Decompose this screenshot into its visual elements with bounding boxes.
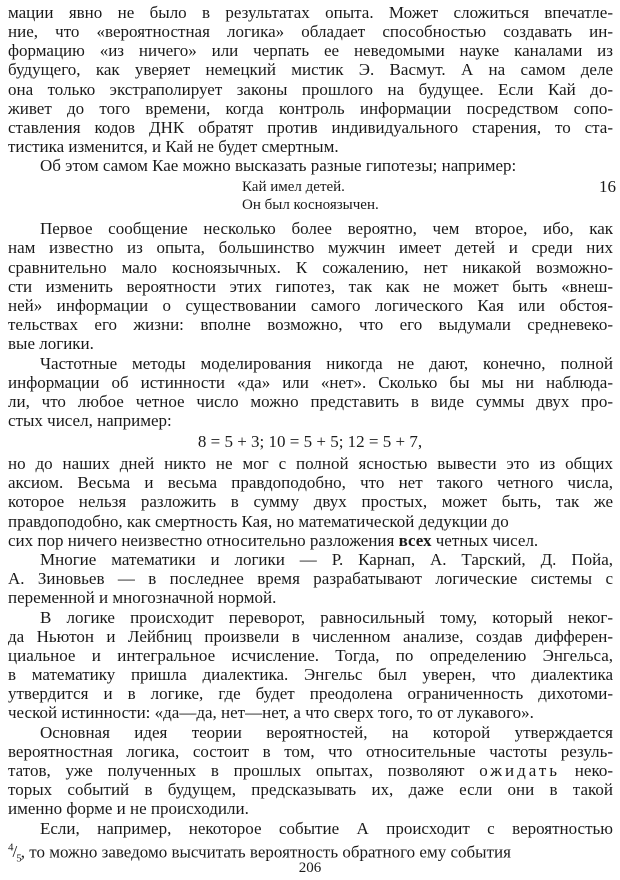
text-fragment: четных чисел.	[431, 530, 539, 550]
text-line: сти изменить вероятности этих гипотез, так как не может быть «внеш-	[8, 276, 613, 296]
text-line: Частотные методы моделирования никогда не дают, конечно, полной	[40, 353, 613, 373]
text-fragment: неко-	[560, 761, 613, 781]
text-line: Об этом самом Кае можно высказать разные гипотезы; например:	[40, 156, 517, 176]
hypothesis-line: Он был косноязычен.	[242, 196, 379, 213]
text-line: ческой истинности: «да—да, нет—нет, а что сверх того, то от лукавого».	[8, 703, 534, 723]
text-fragment: сих пор ничего неизвестно относительно разложения	[8, 530, 399, 550]
text-line: Если, например, некоторое событие А происходит с вероятностью	[40, 818, 613, 838]
text-line: информации об истинности «да» или «нет». Сколько бы мы ни наблюда-	[8, 372, 613, 392]
text-line: вероятностная логика, состоит в том, что относительные частоты резуль-	[8, 741, 613, 761]
text-line: будущего, как уверяет немецкий мистик Э. Васмут. А на самом деле	[8, 60, 613, 80]
text-line: циальное и интегральное исчисление. Тогда, по определению Энгельса,	[8, 645, 613, 665]
text-line: тельствах его жизни: вполне возможно, что его выдумали средневеко-	[8, 315, 613, 335]
text-line: вые логики.	[8, 334, 94, 354]
text-line	[8, 837, 613, 865]
fraction: $^4/_5$	[8, 841, 21, 865]
text-line: правдоподобно, как смертность Кая, но математической дедукции до	[8, 511, 509, 531]
hypothesis-number: 16	[599, 177, 616, 197]
text-line: ли, что любое четное число можно представить в виде суммы двух про-	[8, 391, 613, 411]
text-line: живет до того времени, когда контроль информации посредством сопо-	[8, 98, 613, 118]
text-line: сравнительно мало косноязычных. К сожалению, нет никакой возможно-	[8, 257, 613, 277]
text-line: тистика изменится, и Кай не будет смертным.	[8, 137, 339, 157]
text-line: но до наших дней никто не мог с полной ясностью вывести это из общих	[8, 454, 613, 474]
formula: 8 = 5 + 3; 10 = 5 + 5; 12 = 5 + 7,	[197, 432, 423, 452]
text-line: аксиом. Весьма и весьма правдоподобно, что нет такого четного числа,	[8, 473, 613, 493]
text-line: в математику пришла диалектика. Энгельс был уверен, что диалектика	[8, 665, 613, 685]
text-fragment: , то можно заведомо высчитать вероятность обратного ему события	[20, 842, 511, 862]
text-fragment: татов, уже полученных в прошлых опытах, позволяют	[8, 761, 480, 781]
text-line: стых чисел, например:	[8, 411, 172, 431]
text-line: Многие математики и логики — Р. Карнап, А. Тарский, Д. Пойа,	[40, 549, 613, 569]
text-line: мации явно не было в результатах опыта. Может сложиться впечатле-	[8, 2, 613, 22]
text-line: ней» информации о существовании самого логического Кая или обстоя-	[8, 296, 613, 316]
hypothesis-line: Кай имел детей.	[242, 179, 345, 196]
text-line: утвердится и в логике, где будет преодолена ограниченность дихотоми-	[8, 684, 613, 704]
text-line: ставления кодов ДНК обратят против индивидуального старения, то ста-	[8, 117, 613, 137]
bold-word: всех	[398, 530, 432, 550]
text-line: да Ньютон и Лейбниц произвели в численном анализе, создав дифферен-	[8, 626, 613, 646]
text-line: Первое сообщение несколько более вероятно, чем второе, ибо, как	[40, 219, 613, 239]
text-line: нам известно из опыта, большинство мужчин имеет детей и среди них	[8, 238, 613, 258]
text-line: ние, что «вероятностная логика» обладает способностью создавать ин-	[8, 21, 613, 41]
text-line: формацию «из ничего» или черпать ее неведомыми науке каналами из	[8, 41, 613, 61]
text-line: А. Зиновьев — в последнее время разрабатывают логические системы с	[8, 569, 613, 589]
text-line: В логике происходит переворот, равносильный тому, который неког-	[40, 607, 613, 627]
text-line: именно форме и не происходили.	[8, 799, 249, 819]
fraction-denominator: 5	[16, 852, 21, 865]
fraction-numerator: 4	[8, 841, 13, 854]
page-number: 206	[298, 860, 322, 876]
text-line: Основная идея теории вероятностей, на которой утверждается	[40, 722, 613, 742]
text-line: переменной и многозначной нормой.	[8, 588, 277, 608]
text-line: она только экстраполирует законы прошлого на будущее. Если Кай до-	[8, 79, 613, 99]
spaced-word: ожидать	[479, 761, 561, 781]
text-line: торых событий в будущем, предсказывать их, даже если они в такой	[8, 780, 613, 800]
text-line: которое нельзя разложить в сумму двух простых, может быть, так же	[8, 492, 613, 512]
